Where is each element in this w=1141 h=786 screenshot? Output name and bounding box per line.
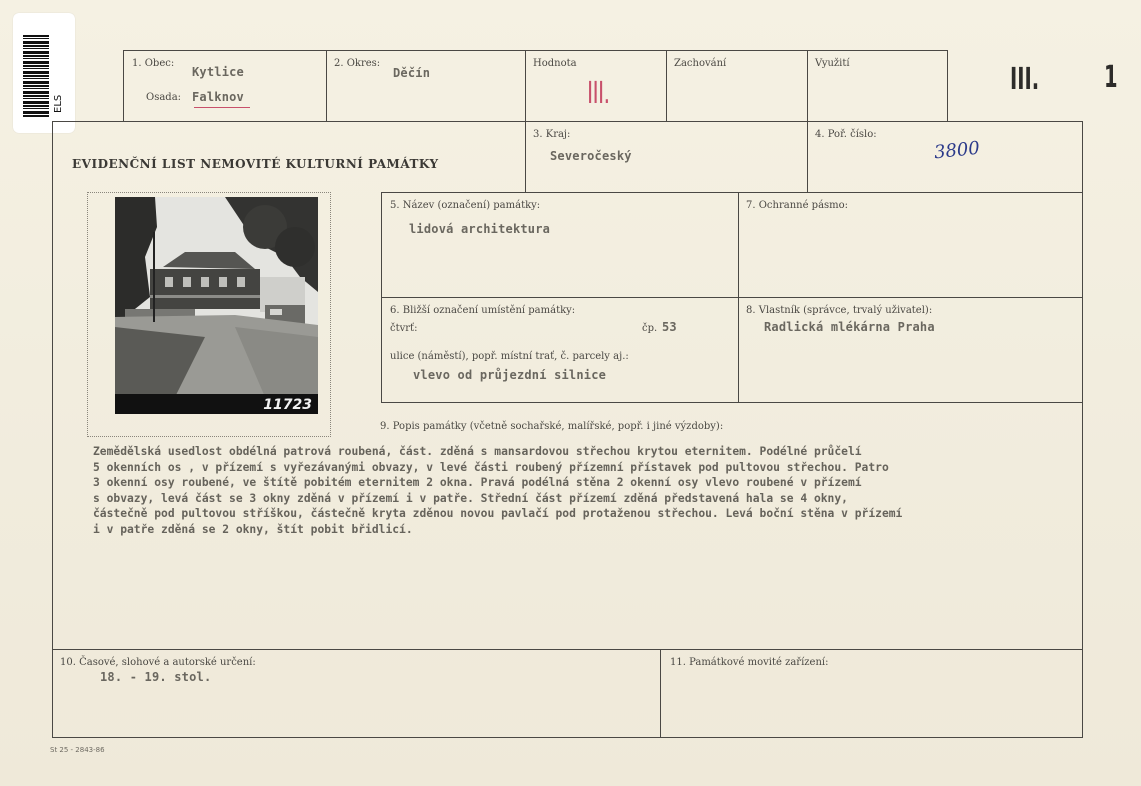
photo-number: 11723 (263, 397, 312, 413)
okres-label: 2. Okres: (334, 58, 381, 69)
corner-category-mark: III. (1010, 62, 1040, 97)
ulice-label: ulice (náměstí), popř. místní trať, č. parcely aj.: (390, 351, 629, 362)
popis-label: 9. Popis památky (včetně sochařské, malířské, popř. i jiné výzdoby): (380, 421, 724, 432)
rule (381, 297, 1083, 298)
barcode-tag (13, 13, 75, 133)
rule (52, 649, 1083, 650)
nazev-value: lidová architektura (409, 222, 551, 236)
kraj-label: 3. Kraj: (533, 129, 571, 140)
rule (666, 50, 667, 122)
house-photo-image (115, 197, 318, 414)
cp-label: čp. (642, 323, 658, 334)
header-top-rule (123, 50, 948, 51)
rule (381, 192, 526, 193)
vlastnik-value: Radlická mlékárna Praha (764, 320, 935, 334)
nazev-label: 5. Název (označení) památky: (390, 200, 541, 211)
vyuziti-label: Využití (815, 58, 850, 69)
corner-digit: 1 (1104, 60, 1118, 95)
ctvrt-label: čtvrť: (390, 323, 418, 334)
ochranne-pasmo-label: 7. Ochranné pásmo: (746, 200, 849, 211)
obec-label: 1. Obec: (132, 58, 175, 69)
popis-line: i v patře zděná se 2 okny, štít pobit břidlicí. (93, 522, 413, 536)
poradove-cislo-value: 3800 (933, 137, 981, 164)
kraj-value: Severočeský (550, 149, 632, 163)
popis-line: s obvazy, levá část se 3 okny zděná v přízemí i v patře. Střední část přízemí zděná představená hala se 4 okny, (93, 491, 848, 505)
cp-value: 53 (662, 320, 677, 334)
movite-label: 11. Památkové movité zařízení: (670, 657, 829, 668)
rule (525, 192, 1083, 193)
photo-number-strip (115, 394, 318, 414)
popis-line: 5 okenních os , v přízemí s vyřezávanými obvazy, v levé části roubený přízemní přístavek pod pultovou střechou. Patro (93, 460, 889, 474)
obec-value: Kytlice (192, 65, 244, 79)
rule (123, 50, 124, 122)
main-bottom-rule (52, 737, 1083, 738)
osada-underline (194, 107, 250, 108)
ulice-value: vlevo od průjezdní silnice (413, 368, 607, 382)
rule (947, 50, 948, 122)
rule (326, 50, 327, 122)
popis-line: 3 okenní osy roubené, ve štítě pobitém eternitem 2 okna. Pravá podélná stěna 2 okenní osy vlevo roubené v přízemí (93, 476, 862, 489)
vlastnik-label: 8. Vlastník (správce, trvalý uživatel): (746, 305, 933, 316)
zachovani-label: Zachování (674, 58, 727, 69)
hodnota-label: Hodnota (533, 58, 577, 69)
popis-line: Zemědělská usedlost obdélná patrová roubená, část. zděná s mansardovou střechou krytou eternitem. Podélné průčelí (93, 445, 862, 458)
rule (660, 649, 661, 738)
popis-text (93, 444, 1073, 537)
form-title: EVIDENČNÍ LIST NEMOVITÉ KULTURNÍ PAMÁTKY (72, 157, 439, 171)
casove-label: 10. Časové, slohové a autorské určení: (60, 657, 256, 668)
popis-line: částečně pod pultovou stříškou, částečně kryta zděnou novou pavlačí pod protaženou střechou. Levá boční stěna v přízemí (93, 507, 903, 520)
house-photo (115, 197, 318, 414)
main-top-rule (52, 121, 1083, 122)
umisteni-label: 6. Bližší označení umístění památky: (390, 305, 576, 316)
photo-frame (87, 192, 331, 437)
main-right-rule (1082, 121, 1083, 738)
barcode-icon (23, 35, 49, 117)
barcode-text: ELS (53, 94, 64, 113)
osada-label: Osada: (146, 92, 182, 103)
hodnota-value: III. (587, 76, 610, 111)
okres-value: Děčín (393, 66, 431, 80)
casove-value: 18. - 19. stol. (100, 670, 212, 684)
form-code: St 25 - 2843-86 (50, 746, 105, 754)
poradove-cislo-label: 4. Poř. číslo: (815, 129, 877, 140)
rule (381, 402, 1083, 403)
main-left-rule (52, 121, 53, 738)
osada-value: Falknov (192, 90, 244, 104)
